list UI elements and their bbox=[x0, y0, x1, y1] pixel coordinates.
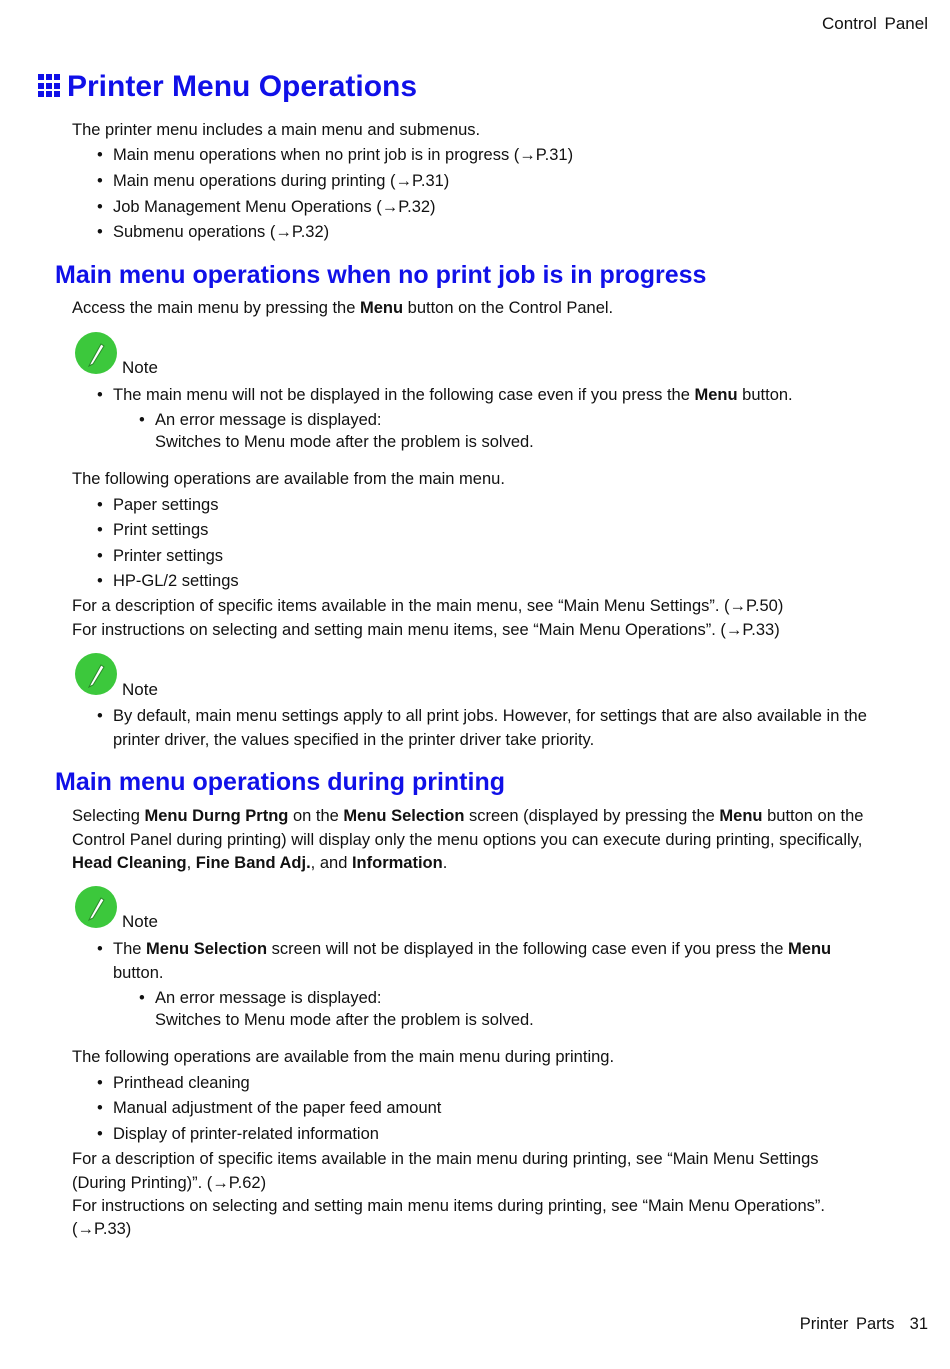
note-sub-text: Switches to Menu mode after the problem is solved. bbox=[155, 1011, 534, 1029]
paragraph: For a description of specific items available in the main menu, see “Main Menu Settings”. (→P.50) bbox=[72, 597, 784, 615]
paragraph: (→P.33) bbox=[72, 1220, 132, 1238]
text: button on the bbox=[762, 807, 864, 825]
paragraph: Control Panel during printing) will display only the menu options you can execute during printing, specifically, bbox=[72, 831, 863, 849]
note-pencil-icon bbox=[75, 332, 117, 374]
bold-text: Menu bbox=[788, 940, 832, 958]
list-item: • Printhead cleaning bbox=[113, 1071, 250, 1095]
bold-text: Menu bbox=[359, 299, 404, 317]
bold-text: Menu Durng Prtng bbox=[144, 807, 289, 825]
paragraph: For a description of specific items available in the main menu during printing, see “Main Menu Settings bbox=[72, 1150, 819, 1168]
bold-text: Head Cleaning bbox=[72, 854, 187, 872]
list-item: • Paper settings bbox=[113, 493, 218, 517]
bold-text: Menu Selection bbox=[146, 940, 268, 958]
paragraph: The following operations are available from the main menu. bbox=[72, 470, 505, 488]
section-grid-icon bbox=[38, 74, 62, 98]
list-item: • Manual adjustment of the paper feed amount bbox=[113, 1096, 441, 1120]
section-heading: Main menu operations during printing bbox=[55, 768, 505, 796]
page-title: Printer Menu Operations bbox=[67, 70, 418, 103]
note-pencil-icon bbox=[75, 653, 117, 695]
paragraph: For instructions on selecting and setting main menu items during printing, see “Main Menu Operations”. bbox=[72, 1197, 825, 1215]
list-item: • HP-GL/2 settings bbox=[113, 569, 239, 593]
note-text: button. bbox=[113, 964, 164, 982]
bold-text: Information bbox=[351, 854, 443, 872]
bold-text: Menu bbox=[694, 386, 738, 404]
text: on the bbox=[288, 807, 344, 825]
intro-link[interactable]: • Submenu operations (→P.32) bbox=[113, 220, 329, 244]
running-header: Control Panel bbox=[821, 14, 928, 33]
paragraph bbox=[72, 804, 863, 828]
note-sub-bullet: • An error message is displayed: bbox=[155, 986, 382, 1010]
intro-link[interactable]: • Job Management Menu Operations (→P.32) bbox=[113, 195, 436, 219]
paragraph: (During Printing)”. (→P.62) bbox=[72, 1174, 267, 1192]
paragraph: For instructions on selecting and setting main menu items, see “Main Menu Operations”. (→P.33) bbox=[72, 621, 780, 639]
text: . bbox=[442, 854, 448, 872]
note-text: printer driver, the values specified in the printer driver take priority. bbox=[113, 731, 595, 749]
text: screen (displayed by pressing the bbox=[464, 807, 720, 825]
paragraph bbox=[72, 296, 613, 320]
intro-link[interactable]: • Main menu operations during printing (→P.31) bbox=[113, 169, 449, 193]
note-bullet bbox=[113, 937, 831, 961]
paragraph: The following operations are available from the main menu during printing. bbox=[72, 1048, 615, 1066]
footer-chapter: Printer Parts bbox=[799, 1315, 895, 1333]
note-pencil-icon bbox=[75, 886, 117, 928]
text: , bbox=[186, 854, 196, 872]
text: Access the main menu by pressing the bbox=[72, 299, 360, 317]
text: The bbox=[113, 940, 147, 958]
note-label: Note bbox=[122, 358, 158, 377]
intro-text: The printer menu includes a main menu and submenus. bbox=[72, 121, 481, 139]
text: screen will not be displayed in the following case even if you press the bbox=[267, 940, 789, 958]
note-sub-text: Switches to Menu mode after the problem is solved. bbox=[155, 433, 534, 451]
list-item: • Print settings bbox=[113, 518, 208, 542]
bold-text: Menu Selection bbox=[343, 807, 465, 825]
text: button on the Control Panel. bbox=[403, 299, 614, 317]
note-label: Note bbox=[122, 680, 158, 699]
running-footer bbox=[800, 1315, 928, 1334]
intro-link[interactable]: • Main menu operations when no print job is in progress (→P.31) bbox=[113, 143, 573, 167]
text: button. bbox=[737, 386, 793, 404]
text: , and bbox=[310, 854, 352, 872]
text: Selecting bbox=[72, 807, 145, 825]
note-bullet: • By default, main menu settings apply to all print jobs. However, for settings that are also available in the bbox=[113, 704, 867, 728]
note-bullet bbox=[113, 383, 793, 407]
text: The main menu will not be displayed in the following case even if you press the bbox=[113, 386, 695, 404]
bold-text: Fine Band Adj. bbox=[195, 854, 311, 872]
note-sub-bullet: • An error message is displayed: bbox=[155, 408, 382, 432]
bold-text: Menu bbox=[719, 807, 763, 825]
note-label: Note bbox=[122, 912, 158, 931]
paragraph bbox=[72, 851, 447, 875]
section-heading: Main menu operations when no print job is in progress bbox=[55, 261, 707, 289]
list-item: • Printer settings bbox=[113, 544, 223, 568]
list-item: • Display of printer-related information bbox=[113, 1122, 379, 1146]
page-number: 31 bbox=[909, 1315, 928, 1333]
